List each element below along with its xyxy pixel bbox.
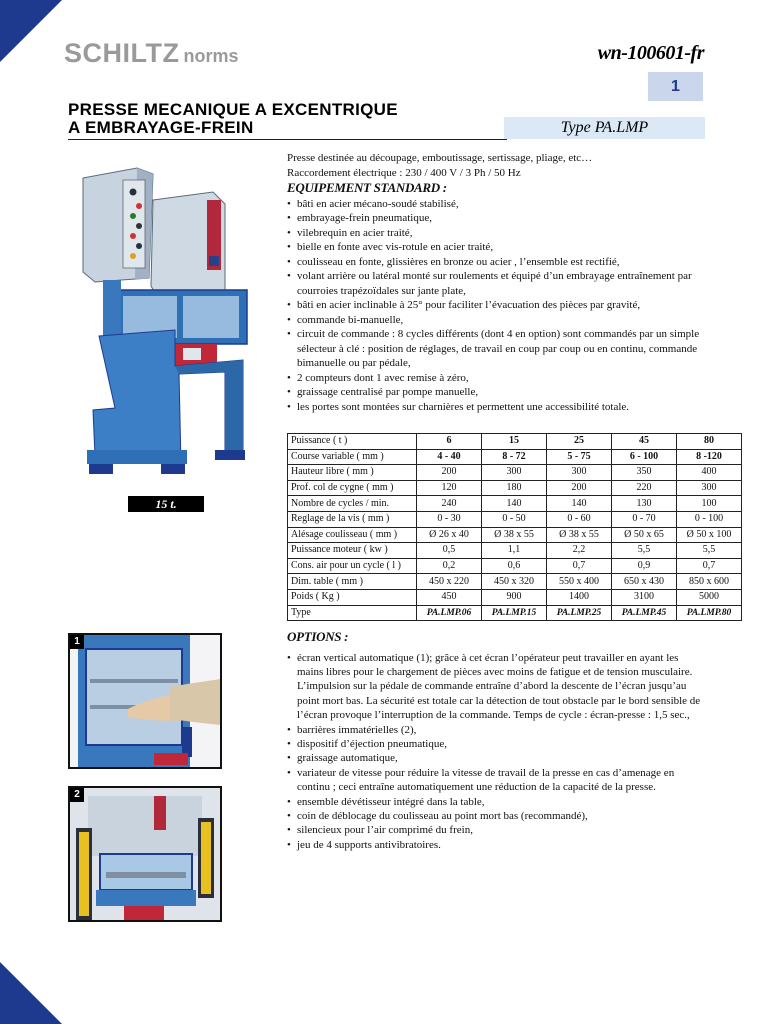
- list-item: • les portes sont montées sur charnières et permettent une accessibilité totale.: [287, 400, 717, 415]
- table-row: [288, 574, 742, 590]
- type-label: Type PA.LMP: [504, 117, 705, 139]
- row-label: Nombre de cycles / min.: [288, 496, 417, 512]
- list-item: • coulisseau en fonte, glissières en bronze ou acier , l’ensemble est rectifié,: [287, 255, 717, 270]
- list-item: • ensemble dévétisseur intégré dans la table,: [287, 795, 707, 809]
- table-cell: 350: [612, 465, 677, 481]
- table-cell: 5,5: [612, 543, 677, 559]
- screen-illustration: [70, 635, 220, 767]
- row-label: Hauteur libre ( mm ): [288, 465, 417, 481]
- table-row: [288, 449, 742, 465]
- title-line-2: A EMBRAYAGE-FREIN: [68, 118, 254, 137]
- list-item: • circuit de commande : 8 cycles différents (dont 4 en option) sont commandés par un simple sélecteur à clé : position de réglages, de travail en coup par coup ou en continu, commande bimanuelle ou par pédale,: [287, 327, 717, 371]
- table-cell: 4 - 40: [417, 449, 482, 465]
- list-item: • coin de déblocage du coulisseau au point mort bas (recommandé),: [287, 809, 707, 823]
- row-label: Type: [288, 605, 417, 621]
- options-list: [287, 651, 707, 853]
- table-cell: 8 -120: [677, 449, 742, 465]
- intro-line-1: Presse destinée au découpage, emboutissage, sertissage, pliage, etc…: [287, 152, 593, 164]
- press-photo: [75, 160, 255, 490]
- table-cell: 0 - 50: [482, 511, 547, 527]
- brand-suffix: norms: [183, 46, 239, 66]
- standard-equipment-list: [287, 197, 717, 415]
- list-item: • dispositif d’éjection pneumatique,: [287, 737, 707, 751]
- document-reference: wn-100601-fr: [597, 42, 704, 64]
- row-label: Reglage de la vis ( mm ): [288, 511, 417, 527]
- table-cell: PA.LMP.15: [482, 605, 547, 621]
- table-cell: 15: [482, 434, 547, 450]
- list-item: • vilebrequin en acier traité,: [287, 226, 717, 241]
- list-item: • commande bi-manuelle,: [287, 313, 717, 328]
- table-row: [288, 511, 742, 527]
- light-curtain-illustration: [70, 788, 220, 920]
- row-label: Alésage coulisseau ( mm ): [288, 527, 417, 543]
- row-label: Prof. col de cygne ( mm ): [288, 480, 417, 496]
- table-cell: 450 x 220: [417, 574, 482, 590]
- list-item: • bâti en acier inclinable à 25° pour faciliter l’évacuation des pièces par gravité,: [287, 298, 717, 313]
- table-row: [288, 480, 742, 496]
- table-cell: PA.LMP.45: [612, 605, 677, 621]
- title-divider: [68, 139, 507, 140]
- options-section: [287, 630, 707, 852]
- row-label: Puissance moteur ( kw ): [288, 543, 417, 559]
- table-cell: PA.LMP.25: [547, 605, 612, 621]
- table-cell: Ø 50 x 100: [677, 527, 742, 543]
- table-cell: 45: [612, 434, 677, 450]
- table-cell: Ø 50 x 65: [612, 527, 677, 543]
- list-item: • embrayage-frein pneumatique,: [287, 211, 717, 226]
- table-row: [288, 465, 742, 481]
- table-cell: 300: [677, 480, 742, 496]
- table-cell: 450: [417, 589, 482, 605]
- standard-equipment-heading: EQUIPEMENT STANDARD :: [287, 180, 447, 195]
- table-cell: 0,5: [417, 543, 482, 559]
- list-item: • variateur de vitesse pour réduire la vitesse de travail de la presse en cas d’amenage en continu ; ceci entraîne automatiquement une réduction de la capacité de la presse.: [287, 766, 707, 795]
- list-item: • jeu de 4 supports antivibratoires.: [287, 838, 707, 852]
- page-title: [68, 101, 398, 137]
- table-cell: 0,7: [677, 558, 742, 574]
- table-row: [288, 605, 742, 621]
- row-label: Puissance ( t ): [288, 434, 417, 450]
- table-cell: 0,9: [612, 558, 677, 574]
- tonnage-badge: 15 t.: [128, 496, 204, 512]
- table-cell: 900: [482, 589, 547, 605]
- option-photo-2: [68, 786, 222, 922]
- option-photo-1: [68, 633, 222, 769]
- list-item: • volant arrière ou latéral monté sur roulements et équipé d’un embrayage entraînement par courroies trapézoïdales sur jante plate,: [287, 269, 717, 298]
- page-number: 1: [648, 72, 703, 101]
- table-cell: PA.LMP.06: [417, 605, 482, 621]
- table-cell: 80: [677, 434, 742, 450]
- table-row: [288, 434, 742, 450]
- table-row: [288, 543, 742, 559]
- table-cell: 0 - 60: [547, 511, 612, 527]
- table-cell: Ø 38 x 55: [547, 527, 612, 543]
- intro-section: [287, 151, 717, 414]
- table-cell: 0 - 70: [612, 511, 677, 527]
- specification-table: [287, 433, 742, 621]
- table-cell: 6: [417, 434, 482, 450]
- table-cell: PA.LMP.80: [677, 605, 742, 621]
- corner-decoration-bottom: [0, 962, 62, 1024]
- table-cell: 200: [547, 480, 612, 496]
- table-cell: Ø 26 x 40: [417, 527, 482, 543]
- press-illustration: [75, 160, 255, 490]
- table-cell: 100: [677, 496, 742, 512]
- list-item: • écran vertical automatique (1); grâce à cet écran l’opérateur peut travailler en ayant les mains libres pour le chargement de pièces avec moins de fatigue et de tension musculaire. L’impulsion sur la pédale de commande entraîne d’abord la descente de l’écran jusqu’au point mort bas. La sécurité est totale car la détection de tout obstacle par le bord sensible de l’écran provoque l’interruption de la commande. Temps de cycle : écran-presse : 1,5 sec.,: [287, 651, 707, 723]
- title-line-1: PRESSE MECANIQUE A EXCENTRIQUE: [68, 100, 398, 119]
- list-item: • barrières immatérielles (2),: [287, 723, 707, 737]
- table-cell: 120: [417, 480, 482, 496]
- options-heading: OPTIONS :: [287, 629, 349, 644]
- brand-name: SCHILTZ: [64, 38, 180, 68]
- table-row: [288, 589, 742, 605]
- table-cell: 450 x 320: [482, 574, 547, 590]
- list-item: • graissage centralisé par pompe manuelle,: [287, 385, 717, 400]
- table-cell: 140: [482, 496, 547, 512]
- list-item: • bielle en fonte avec vis-rotule en acier traité,: [287, 240, 717, 255]
- table-cell: 25: [547, 434, 612, 450]
- table-cell: 130: [612, 496, 677, 512]
- table-cell: 0,6: [482, 558, 547, 574]
- brand-logo: [64, 38, 239, 69]
- row-label: Course variable ( mm ): [288, 449, 417, 465]
- table-cell: 1400: [547, 589, 612, 605]
- table-row: [288, 527, 742, 543]
- table-cell: 850 x 600: [677, 574, 742, 590]
- table-cell: 200: [417, 465, 482, 481]
- table-cell: 2,2: [547, 543, 612, 559]
- row-label: Cons. air pour un cycle ( l ): [288, 558, 417, 574]
- table-cell: Ø 38 x 55: [482, 527, 547, 543]
- table-cell: 300: [547, 465, 612, 481]
- table-cell: 140: [547, 496, 612, 512]
- table-row: [288, 496, 742, 512]
- list-item: • 2 compteurs dont 1 avec remise à zéro,: [287, 371, 717, 386]
- corner-decoration-top: [0, 0, 62, 62]
- table-cell: 550 x 400: [547, 574, 612, 590]
- row-label: Poids ( Kg ): [288, 589, 417, 605]
- table-cell: 5,5: [677, 543, 742, 559]
- table-cell: 180: [482, 480, 547, 496]
- table-cell: 220: [612, 480, 677, 496]
- table-cell: 0,7: [547, 558, 612, 574]
- table-cell: 0,2: [417, 558, 482, 574]
- table-cell: 400: [677, 465, 742, 481]
- table-cell: 1,1: [482, 543, 547, 559]
- table-cell: 5 - 75: [547, 449, 612, 465]
- list-item: • bâti en acier mécano-soudé stabilisé,: [287, 197, 717, 212]
- table-cell: 8 - 72: [482, 449, 547, 465]
- table-cell: 300: [482, 465, 547, 481]
- table-cell: 0 - 30: [417, 511, 482, 527]
- table-cell: 240: [417, 496, 482, 512]
- table-cell: 6 - 100: [612, 449, 677, 465]
- photo-number: 1: [70, 635, 84, 649]
- table-cell: 5000: [677, 589, 742, 605]
- table-cell: 650 x 430: [612, 574, 677, 590]
- list-item: • silencieux pour l’air comprimé du frein,: [287, 823, 707, 837]
- table-row: [288, 558, 742, 574]
- table-cell: 0 - 100: [677, 511, 742, 527]
- intro-line-2: Raccordement électrique : 230 / 400 V / 3 Ph / 50 Hz: [287, 166, 521, 179]
- photo-number: 2: [70, 788, 84, 802]
- table-cell: 3100: [612, 589, 677, 605]
- list-item: • graissage automatique,: [287, 751, 707, 765]
- row-label: Dim. table ( mm ): [288, 574, 417, 590]
